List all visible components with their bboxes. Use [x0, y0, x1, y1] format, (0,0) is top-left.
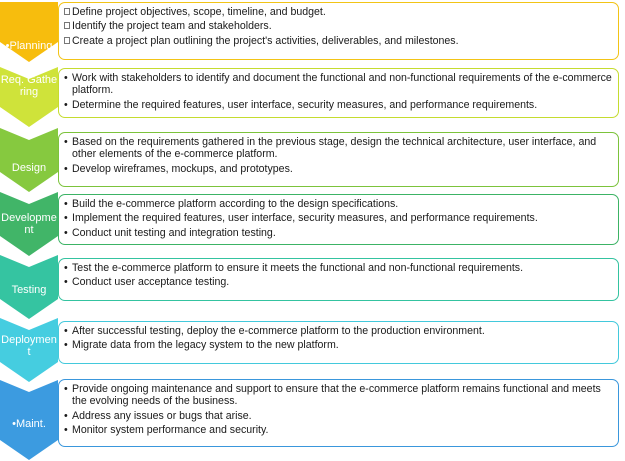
bullet-item — [64, 20, 614, 32]
stage-details-box — [58, 194, 619, 245]
bullet-dot-icon: • — [64, 383, 68, 395]
bullet-text: Identify the project team and stakeholders. — [72, 20, 272, 33]
bullet-item — [64, 72, 614, 97]
bullet-dot-icon: • — [64, 72, 68, 84]
bullet-dot-icon: • — [64, 226, 68, 239]
bullet-text: Implement the required features, user interface, security measures, and performance requirements. — [72, 212, 538, 225]
stage-details-box — [58, 2, 619, 60]
bullet-item — [64, 227, 614, 239]
bullet-text: Test the e-commerce platform to ensure it meets the functional and non-functional requirements. — [72, 262, 524, 274]
bullet-text: Build the e-commerce platform according to the design specifications. — [72, 198, 399, 210]
bullet-dot-icon: • — [64, 409, 68, 422]
stage-label: Development — [1, 212, 57, 236]
bullet-dot-icon: • — [64, 424, 68, 437]
bullet-text: Define project objectives, scope, timeline, and budget. — [72, 6, 326, 18]
bullet-dot-icon: • — [64, 339, 68, 352]
bullet-item — [64, 276, 614, 288]
stage-details-box — [58, 379, 619, 447]
bullet-text: Determine the required features, user interface, security measures, and performance requirements. — [72, 98, 538, 111]
bullet-text: Migrate data from the legacy system to the new platform. — [72, 339, 339, 352]
bullet-text: Provide ongoing maintenance and support to ensure that the e-commerce platform remains functional and meets the evolving needs of the business. — [72, 383, 601, 408]
stage-details-box — [58, 258, 619, 301]
bullet-item — [64, 424, 614, 436]
stage-label: Testing — [11, 284, 47, 296]
bullet-dot-icon: • — [64, 276, 68, 289]
bullet-text: Conduct user acceptance testing. — [72, 276, 230, 289]
bullet-text: Address any issues or bugs that arise. — [72, 409, 252, 422]
bullet-text: After successful testing, deploy the e-commerce platform to the production environment. — [72, 325, 485, 337]
bullet-dot-icon: • — [64, 136, 68, 148]
bullet-text: Based on the requirements gathered in the previous stage, design the technical architecture, user interface, and other elements of the e-commerce platform. — [72, 136, 597, 161]
checkbox-bullet-icon — [64, 22, 70, 29]
bullet-dot-icon: • — [64, 262, 68, 274]
bullet-item — [64, 136, 614, 161]
bullet-item — [64, 325, 614, 337]
stage-details-box — [58, 132, 619, 187]
bullet-item — [64, 198, 614, 210]
bullet-text: Develop wireframes, mockups, and prototypes. — [72, 162, 293, 175]
bullet-dot-icon: • — [64, 98, 68, 111]
bullet-item — [64, 6, 614, 18]
stage-label: Req. Gathering — [0, 74, 58, 98]
bullet-text: Create a project plan outlining the project's activities, deliverables, and milestones. — [72, 34, 459, 47]
bullet-dot-icon: • — [64, 198, 68, 210]
bullet-text: Work with stakeholders to identify and document the functional and non-functional requirements of the e-commerce platform. — [72, 72, 612, 97]
bullet-item — [64, 339, 614, 351]
bullet-item — [64, 383, 614, 408]
bullet-item — [64, 163, 614, 175]
checkbox-bullet-icon — [64, 37, 70, 44]
stage-label: •Maint. — [12, 418, 46, 430]
stage-label: Design — [11, 162, 47, 174]
bullet-dot-icon: • — [64, 212, 68, 225]
bullet-dot-icon: • — [64, 162, 68, 175]
stage-details-box — [58, 321, 619, 364]
checkbox-bullet-icon — [64, 8, 70, 15]
stage-label: Deployment — [1, 334, 57, 358]
bullet-item — [64, 212, 614, 224]
bullet-item — [64, 99, 614, 111]
bullet-dot-icon: • — [64, 325, 68, 337]
bullet-item — [64, 410, 614, 422]
bullet-text: Conduct unit testing and integration testing. — [72, 226, 276, 239]
bullet-item — [64, 35, 614, 47]
stage-chevron — [0, 2, 58, 62]
bullet-text: Monitor system performance and security. — [72, 424, 269, 437]
bullet-item — [64, 262, 614, 274]
stage-chevron — [0, 128, 58, 192]
stage-label: •Planning — [5, 40, 53, 52]
stage-details-box — [58, 68, 619, 118]
